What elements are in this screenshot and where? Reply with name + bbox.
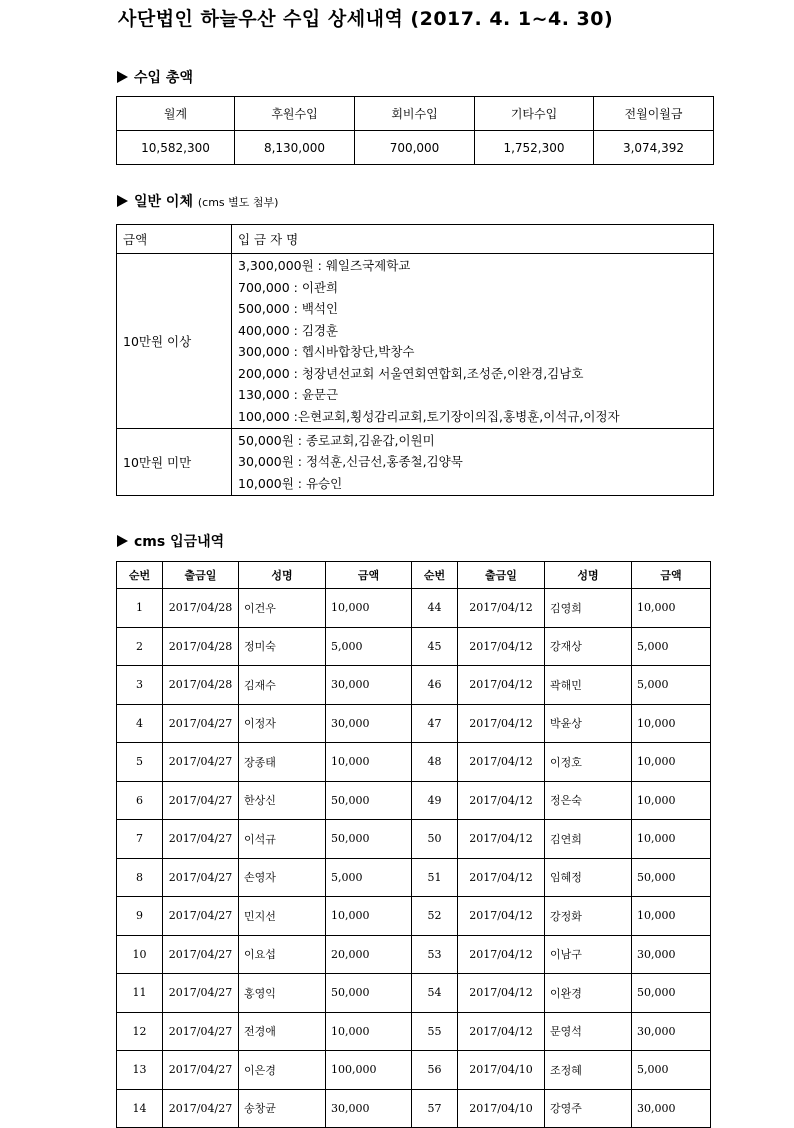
table-cell: 30,000 — [326, 704, 412, 743]
table-row — [117, 743, 711, 782]
table-cell: 손영자 — [239, 858, 326, 897]
depositor-line: 3,300,000원 : 웨일즈국제학교 — [238, 258, 411, 273]
table-cell: 전경애 — [239, 1012, 326, 1051]
table-cell: 10,000 — [326, 743, 412, 782]
depositor-line: 500,000 : 백석인 — [238, 301, 339, 316]
summary-heading-label: 수입 총액 — [134, 70, 193, 86]
table-cell: 5,000 — [326, 858, 412, 897]
table-cell: 46 — [412, 666, 458, 705]
cms-header-cell: 출금일 — [458, 562, 545, 589]
table-cell: 2017/04/27 — [163, 974, 239, 1013]
table-cell: 1 — [117, 589, 163, 628]
cms-header-cell: 순번 — [412, 562, 458, 589]
table-row — [117, 666, 711, 705]
table-cell: 5,000 — [326, 627, 412, 666]
table-cell: 2017/04/27 — [163, 1089, 239, 1128]
table-row — [117, 781, 711, 820]
transfer-col-depositor: 입 금 자 명 — [232, 225, 714, 254]
table-cell: 곽해민 — [545, 666, 632, 705]
table-cell: 한상신 — [239, 781, 326, 820]
table-cell: 57 — [412, 1089, 458, 1128]
cms-header-cell: 금액 — [632, 562, 711, 589]
table-cell: 50 — [412, 820, 458, 859]
cms-heading-label: cms 입금내역 — [134, 534, 225, 550]
table-cell: 김연희 — [545, 820, 632, 859]
table-cell: 강재상 — [545, 627, 632, 666]
table-cell: 강영주 — [545, 1089, 632, 1128]
summary-value-cell: 3,074,392 — [594, 131, 714, 165]
table-cell: 50,000 — [326, 781, 412, 820]
cms-table — [116, 561, 711, 1128]
table-cell: 정미숙 — [239, 627, 326, 666]
transfer-note: (cms 별도 첨부) — [197, 196, 279, 209]
table-cell: 47 — [412, 704, 458, 743]
table-cell: 김영희 — [545, 589, 632, 628]
table-cell: 2017/04/12 — [458, 743, 545, 782]
table-cell: 11 — [117, 974, 163, 1013]
table-row — [117, 820, 711, 859]
table-cell: 이정호 — [545, 743, 632, 782]
table-cell: 이요섭 — [239, 935, 326, 974]
summary-value-cell: 700,000 — [355, 131, 475, 165]
table-cell: 50,000 — [326, 974, 412, 1013]
table-cell: 10,000 — [326, 589, 412, 628]
table-cell: 2017/04/27 — [163, 1051, 239, 1090]
depositor-line: 100,000 :은현교회,횡성감리교회,토기장이의집,홍병훈,이석규,이정자 — [238, 408, 620, 424]
table-cell: 10,000 — [632, 743, 711, 782]
table-cell: 홍영익 — [239, 974, 326, 1013]
table-cell: 2017/04/12 — [458, 858, 545, 897]
summary-value-cell: 1,752,300 — [475, 131, 594, 165]
table-cell: 2017/04/12 — [458, 1012, 545, 1051]
table-row — [117, 935, 711, 974]
table-cell: 30,000 — [326, 1089, 412, 1128]
table-row — [117, 974, 711, 1013]
table-cell: 민지선 — [239, 897, 326, 936]
summary-value-row — [117, 131, 714, 165]
table-cell: 10,000 — [632, 820, 711, 859]
table-cell: 10,000 — [632, 704, 711, 743]
table-cell: 2017/04/12 — [458, 666, 545, 705]
table-row — [117, 1051, 711, 1090]
table-cell: 2 — [117, 627, 163, 666]
transfer-group-row — [117, 429, 714, 496]
table-cell: 2017/04/12 — [458, 627, 545, 666]
table-cell: 3 — [117, 666, 163, 705]
transfer-group-row — [117, 254, 714, 429]
table-cell: 박윤상 — [545, 704, 632, 743]
table-cell: 이석규 — [239, 820, 326, 859]
summary-heading — [117, 67, 193, 87]
table-row — [117, 627, 711, 666]
table-row — [117, 589, 711, 628]
table-cell: 5,000 — [632, 666, 711, 705]
depositor-line: 200,000 : 청장년선교회 서울연회연합회,조성준,이완경,김남호 — [238, 365, 584, 381]
table-cell: 7 — [117, 820, 163, 859]
table-cell: 8 — [117, 858, 163, 897]
table-cell: 30,000 — [326, 666, 412, 705]
table-cell: 2017/04/12 — [458, 781, 545, 820]
table-cell: 이남구 — [545, 935, 632, 974]
table-cell: 12 — [117, 1012, 163, 1051]
transfer-group-names — [232, 429, 714, 496]
table-cell: 임혜정 — [545, 858, 632, 897]
table-cell: 54 — [412, 974, 458, 1013]
summary-header-row — [117, 97, 714, 131]
summary-value-cell: 8,130,000 — [235, 131, 355, 165]
transfer-table — [116, 224, 714, 496]
table-cell: 2017/04/10 — [458, 1051, 545, 1090]
table-cell: 이은경 — [239, 1051, 326, 1090]
table-cell: 정은숙 — [545, 781, 632, 820]
table-cell: 2017/04/12 — [458, 897, 545, 936]
table-cell: 50,000 — [632, 974, 711, 1013]
transfer-group-label: 10만원 미만 — [117, 429, 232, 496]
cms-header-cell: 성명 — [239, 562, 326, 589]
cms-header-cell: 금액 — [326, 562, 412, 589]
table-cell: 이완경 — [545, 974, 632, 1013]
table-cell: 100,000 — [326, 1051, 412, 1090]
page-title: 사단법인 하늘우산 수입 상세내역 (2017. 4. 1~4. 30) — [118, 8, 614, 30]
transfer-header-row — [117, 225, 714, 254]
table-cell: 2017/04/27 — [163, 781, 239, 820]
table-cell: 2017/04/27 — [163, 1012, 239, 1051]
table-cell: 2017/04/28 — [163, 627, 239, 666]
transfer-col-amount: 금액 — [117, 225, 232, 254]
table-cell: 30,000 — [632, 1089, 711, 1128]
table-cell: 10,000 — [632, 589, 711, 628]
cms-header-row — [117, 562, 711, 589]
table-cell: 4 — [117, 704, 163, 743]
table-cell: 5 — [117, 743, 163, 782]
table-cell: 장종태 — [239, 743, 326, 782]
table-cell: 강정화 — [545, 897, 632, 936]
triangle-bullet-icon — [117, 535, 128, 547]
transfer-group-label: 10만원 이상 — [117, 254, 232, 429]
table-cell: 30,000 — [632, 1012, 711, 1051]
table-cell: 53 — [412, 935, 458, 974]
depositor-line: 700,000 : 이관희 — [238, 279, 339, 295]
summary-table — [116, 96, 714, 165]
depositor-line: 50,000원 : 종로교회,김윤갑,이원미 — [238, 432, 435, 448]
table-cell: 2017/04/12 — [458, 974, 545, 1013]
depositor-line: 400,000 : 김경훈 — [238, 322, 339, 338]
table-cell: 6 — [117, 781, 163, 820]
table-cell: 2017/04/12 — [458, 589, 545, 628]
cms-header-cell: 순번 — [117, 562, 163, 589]
transfer-group-names — [232, 254, 714, 429]
table-cell: 55 — [412, 1012, 458, 1051]
table-cell: 조정혜 — [545, 1051, 632, 1090]
table-cell: 45 — [412, 627, 458, 666]
cms-header-cell: 출금일 — [163, 562, 239, 589]
depositor-line: 10,000원 : 유승인 — [238, 475, 343, 491]
summary-header-cell: 전월이월금 — [594, 97, 714, 131]
transfer-heading-label: 일반 이체 — [134, 194, 193, 210]
table-cell: 2017/04/27 — [163, 820, 239, 859]
table-cell: 5,000 — [632, 1051, 711, 1090]
table-cell: 2017/04/27 — [163, 743, 239, 782]
table-cell: 56 — [412, 1051, 458, 1090]
table-cell: 10,000 — [326, 897, 412, 936]
table-cell: 2017/04/12 — [458, 704, 545, 743]
table-cell: 51 — [412, 858, 458, 897]
table-cell: 2017/04/28 — [163, 666, 239, 705]
depositor-line: 130,000 : 윤문근 — [238, 387, 339, 402]
table-cell: 이정자 — [239, 704, 326, 743]
table-cell: 13 — [117, 1051, 163, 1090]
table-cell: 송창균 — [239, 1089, 326, 1128]
table-cell: 49 — [412, 781, 458, 820]
table-cell: 10 — [117, 935, 163, 974]
table-row — [117, 1089, 711, 1128]
table-cell: 2017/04/27 — [163, 704, 239, 743]
table-cell: 44 — [412, 589, 458, 628]
table-cell: 52 — [412, 897, 458, 936]
table-cell: 2017/04/12 — [458, 935, 545, 974]
table-cell: 2017/04/27 — [163, 935, 239, 974]
table-cell: 20,000 — [326, 935, 412, 974]
table-cell: 5,000 — [632, 627, 711, 666]
table-cell: 2017/04/27 — [163, 897, 239, 936]
table-cell: 9 — [117, 897, 163, 936]
triangle-bullet-icon — [117, 71, 128, 83]
table-cell: 10,000 — [632, 897, 711, 936]
summary-header-cell: 월계 — [117, 97, 235, 131]
triangle-bullet-icon — [117, 195, 128, 207]
table-cell: 50,000 — [632, 858, 711, 897]
table-row — [117, 897, 711, 936]
table-cell: 48 — [412, 743, 458, 782]
table-cell: 이건우 — [239, 589, 326, 628]
transfer-heading — [117, 191, 278, 211]
table-cell: 10,000 — [326, 1012, 412, 1051]
summary-header-cell: 회비수입 — [355, 97, 475, 131]
table-cell: 2017/04/10 — [458, 1089, 545, 1128]
table-row — [117, 704, 711, 743]
table-cell: 2017/04/27 — [163, 858, 239, 897]
summary-header-cell: 기타수입 — [475, 97, 594, 131]
cms-header-cell: 성명 — [545, 562, 632, 589]
table-row — [117, 858, 711, 897]
depositor-line: 300,000 : 헵시바합창단,박창수 — [238, 344, 415, 359]
table-cell: 김재수 — [239, 666, 326, 705]
depositor-line: 30,000원 : 정석훈,신금선,홍종철,김양묵 — [238, 454, 463, 470]
summary-value-cell: 10,582,300 — [117, 131, 235, 165]
table-cell: 문영석 — [545, 1012, 632, 1051]
table-cell: 14 — [117, 1089, 163, 1128]
table-cell: 10,000 — [632, 781, 711, 820]
table-cell: 30,000 — [632, 935, 711, 974]
table-row — [117, 1012, 711, 1051]
summary-header-cell: 후원수입 — [235, 97, 355, 131]
table-cell: 50,000 — [326, 820, 412, 859]
cms-heading — [117, 531, 224, 551]
table-cell: 2017/04/28 — [163, 589, 239, 628]
table-cell: 2017/04/12 — [458, 820, 545, 859]
